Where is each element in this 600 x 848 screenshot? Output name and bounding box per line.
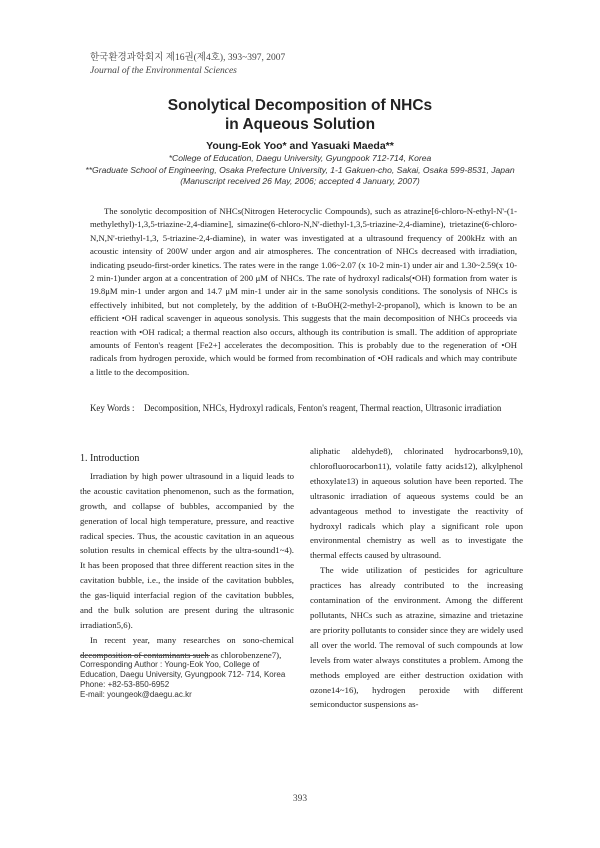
journal-header [90, 52, 285, 78]
section-heading-introduction: 1. Introduction [80, 453, 140, 464]
intro-paragraph-2: In recent year, many researches on sono-chemical decomposition of contaminants such as chlorobenzene7), [80, 634, 294, 660]
column-right [310, 444, 523, 712]
footnote-divider [80, 655, 210, 656]
authors: Young-Eok Yoo* and Yasuaki Maeda** [206, 140, 394, 152]
manuscript-dates: (Manuscript received 26 May, 2006; accepted 4 January, 2007) [180, 176, 420, 186]
page-number: 393 [292, 794, 308, 804]
intro-paragraph-3: aliphatic aldehyde8), chlorinated hydrocarbons9,10), chlorofluorocarbon11), volatile fatty acids12), alkylphenol ethoxylate13) in aqueous solution have been reported. The ultrasonic irradiation of aqueous systems could be an advantageous method to investigate the reactivity of hydroxyl radicals which play a significant role upon environmental chemistry as well as to investigate the thermal effects caused by ultrasound. [310, 446, 523, 561]
abstract-text: The sonolytic decomposition of NHCs(Nitrogen Heterocyclic Compounds), such as atrazine[6-chloro-N-ethyl-N'-(1-methylethyl)-1,3,5-triazine-2,4-diamine], simazine(6-chloro-N,N'-diethyl-1,3,5-triazine-2,4-diamine), trietazine(6-chloro-N,N,N'-triethyl-1,3, 5-triazine-2,4-diamine), in water was investigated at a ultrasound frequency of 200kHz with an acoustic intensity of 200W under argon and air atmospheres. The concentration of NHCs decreased with irradiation, indicating pseudo-first-order kinetics. The rates were in the range 1.06~2.07 (x 10-2 min-1) under air and 1.30~2.59(x 10-2 min-1)under argon at a concentration of 200 μM of NHCs. The rate of hydroxyl radicals(•OH) formation from water is 19.8μM min-1 under argon and 14.7 μM min-1 under air in the same sonolysis conditions. The sonolysis of NHCs is effectively inhibited, but not completely, by the addition of t-BuOH(2-methyl-2-propanol), which is known to be an efficient •OH radical scavenger in aqueous sonolysis. This suggests that the main decomposition of NHCs proceeds via reaction with •OH radical; a thermal reaction also occurs, although its contribution is small. The addition of appropriate amounts of Fenton's reagent [Fe2+] accelerates the decomposition. This is probably due to the regeneration of •OH radicals from hydrogen peroxide, which would be formed from recombination of •OH radicals and which may contribute a little to the decomposition. [90, 206, 517, 377]
journal-korean-line: 한국환경과학회지 제16권(제4호), 393~397, 2007 [90, 53, 286, 63]
keywords-label: Key Words : [90, 403, 135, 413]
intro-paragraph-1: Irradiation by high power ultrasound in a liquid leads to the acoustic cavitation phenomenon, such as the formation, growth, and collapse of bubbles, accompanied by the generation of local high temperature, pressure, and reactive radical species. Thus, the acoustic cavitation in an aqueous solution results in chemical effects by the ultra-sound1~4). It has been proposed that three different reaction sites in the cavitation bubble, i.e., the inside of the cavitation bubbles, the gas-liquid interfacial region of the cavitation bubbles, and the bulk solution are present during the ultrasonic irradiation5,6). [80, 470, 294, 630]
affiliation-first: *College of Education, Daegu University, Gyungpook 712-714, Korea [168, 153, 432, 163]
title-line-1: Sonolytical Decomposition of NHCs [167, 97, 433, 114]
paper-title [0, 96, 600, 134]
affiliation-second: **Graduate School of Engineering, Osaka Prefecture University, 1-1 Gakuen-cho, Sakai, Osaka 599-8531, Japan [85, 164, 515, 175]
title-line-2: in Aqueous Solution [224, 116, 376, 133]
column-left [80, 452, 294, 663]
corresponding-author [80, 660, 295, 700]
corresponding-author-line: Corresponding Author : Young-Eok Yoo, College of Education, Daegu University, Gyungpook 712- 714, Korea [80, 660, 286, 679]
intro-paragraph-4: The wide utilization of pesticides for agriculture practices has already contributed to the increasing contamination of the environment. Among the different pollutants, NHCs such as atrazine, simazine and trietazine are priority pollutants to consider since they are widely used all over the world. The removal of such compounds at low levels from water always constitutes a problem. Among the methods employed are either destruction oxidation with ozone14~16), hydrogen peroxide with different semiconductor suspensions as- [310, 565, 523, 710]
affiliations [0, 153, 600, 188]
abstract [90, 205, 517, 379]
corresponding-email: E-mail: youngeok@daegu.ac.kr [80, 690, 192, 699]
keywords [90, 402, 520, 415]
corresponding-phone: Phone: +82-53-850-6952 [80, 680, 170, 689]
journal-english-line: Journal of the Environmental Sciences [90, 66, 237, 76]
keywords-value: Decomposition, NHCs, Hydroxyl radicals, Fenton's reagent, Thermal reaction, Ultrasonic irradiation [144, 403, 502, 413]
